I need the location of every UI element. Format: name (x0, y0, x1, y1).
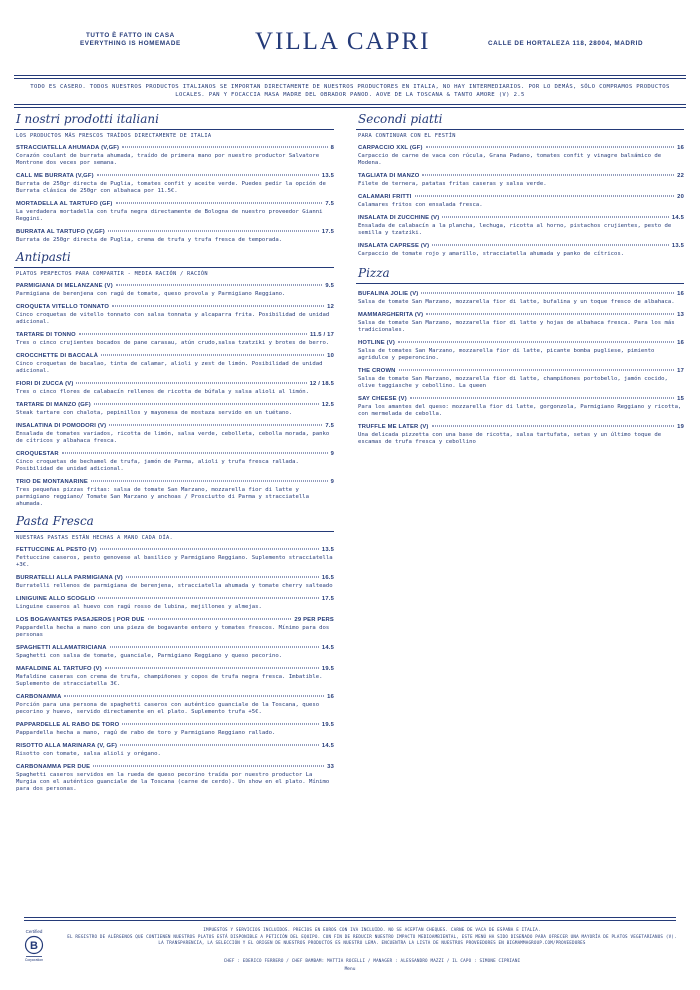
menu-item (358, 145, 684, 167)
menu-item-price: 19 (677, 424, 684, 430)
menu-item-price: 11.5 / 17 (309, 332, 334, 338)
menu-item-description: Burratelli rellenos de parmigiana de berenjena, stracciatella ahumada y tomate cherry salteado (16, 583, 333, 589)
menu-item-name: LOS BOGAVANTES PASAJEROS | POR DUE (16, 617, 145, 623)
menu-item-description: Salsa de tomate San Marzano, mozzarella fior di latte, champiñones portobello, jamón cocido, olive taggiasche y cebollino. La queen (358, 376, 668, 389)
dot-leader (64, 696, 324, 697)
menu-item-name: THE CROWN (358, 368, 396, 374)
restaurant-logo: VILLA CAPRI (255, 28, 431, 55)
menu-item (358, 215, 684, 237)
menu-item (16, 451, 334, 473)
dot-leader (112, 306, 324, 307)
dot-leader (432, 245, 669, 246)
dot-leader (126, 577, 319, 578)
menu-item-price: 15 (677, 396, 684, 402)
dot-leader (415, 196, 675, 197)
menu-item-name: TRUFFLE ME LATER (V) (358, 424, 429, 430)
menu-item-header (16, 304, 334, 311)
menu-item-header (16, 694, 334, 701)
menu-item-price: 12.5 (321, 402, 334, 408)
menu-item-description: Filete de ternera, patatas fritas caseras y salsa verde. (358, 181, 547, 187)
menu-item-description: Ensalada de tomates variados, ricotta de limón, salsa verde, cebolleta, cebolla morada, panko de cítricos y albahaca fresca. (16, 431, 330, 444)
tagline-italian: TUTTO È FATTO IN CASA (85, 32, 175, 39)
left-column (14, 112, 334, 799)
dot-leader (122, 147, 327, 148)
menu-item-header (16, 173, 334, 180)
menu-item-header (358, 312, 684, 319)
dot-leader (91, 481, 328, 482)
dot-leader (98, 598, 319, 599)
menu-item-name: TRIO DE MONTANARINE (16, 479, 88, 485)
menu-item-price: 13.5 (671, 243, 684, 249)
menu-item-description: Risotto con tomate, salsa alioli y orégano. (16, 751, 161, 757)
section-title: Pizza (358, 266, 390, 280)
menu-item (358, 368, 684, 390)
menu-item-description: Cinco croquetas de bechamel de trufa, jamón de Parma, alioli y trufa fresca rallada. Posibilidad de unidad adicional. (16, 459, 299, 472)
bcorp-letter: B (30, 940, 38, 952)
menu-item-price: 17.5 (321, 229, 334, 235)
menu-item-header (16, 229, 334, 236)
menu-item-name: TARTARE DI TONNO (16, 332, 76, 338)
menu-item-description: Carpaccio de carne de vaca con rúcula, Grana Padano, tomates confit y vinagre balsámico de Modena. (358, 153, 662, 166)
menu-item-description: Salsa de tomate San Marzano, mozzarella fior di latte y hojas de albahaca fresca. Para los más tradicionales. (358, 320, 675, 333)
dot-leader (410, 398, 674, 399)
menu-item (358, 312, 684, 334)
menu-item-header (358, 291, 684, 298)
dot-leader (442, 217, 669, 218)
menu-item (16, 381, 334, 396)
dot-leader (426, 147, 675, 148)
menu-item-name: INSALATA DI ZUCCHINE (V) (358, 215, 440, 221)
menu-item-description: Spaghetti caseros servidos en la rueda de queso pecorino traída por nuestro productor La Murgia con el auténtico guanciale de la Toscana (carne de cerdo). Un show en el plato. Mínimo para dos personas. (16, 772, 330, 792)
menu-item-name: CARBONAMMA (16, 694, 62, 700)
menu-item (16, 229, 334, 244)
menu-item (16, 145, 334, 167)
menu-item-header (16, 617, 334, 624)
section-i-nostri-prodotti-italiani (14, 112, 334, 244)
bcorp-icon (20, 928, 48, 964)
menu-item (16, 402, 334, 417)
bcorp-certified-text: Certified (25, 929, 43, 934)
menu-item-price: 13 (677, 312, 684, 318)
section-divider (356, 129, 684, 130)
menu-item-name: MORTADELLA AL TARTUFO (GF) (16, 201, 113, 207)
menu-item-description: Cinco croquetas de bacalao, tinta de calamar, alioli y zest de limón. Posibilidad de unidad adicional. (16, 361, 323, 374)
right-column (356, 112, 684, 452)
menu-item-name: TAGLIATA DI MANZO (358, 173, 420, 179)
dot-leader (108, 231, 319, 232)
menu-item-header (16, 283, 334, 290)
menu-item-price: 13.5 (321, 547, 334, 553)
menu-item-name: CALL ME BURRATA (V,GF) (16, 173, 94, 179)
section-title: Pasta Fresca (16, 514, 94, 528)
menu-item-header (358, 173, 684, 180)
menu-item-header (358, 368, 684, 375)
menu-item-price: 7.5 (325, 201, 334, 207)
section-secondi-piatti (356, 112, 684, 258)
dot-leader (94, 404, 319, 405)
menu-item-name: FIORI DI ZUCCA (V) (16, 381, 74, 387)
menu-item-price: 19.5 (321, 722, 334, 728)
menu-item-price: 16 (677, 340, 684, 346)
section-subtitle: PARA CONTINUAR CON EL FESTÍN (358, 133, 456, 139)
menu-item-name: CROCCHETTE DI BACCALÀ (16, 353, 99, 359)
section-divider (14, 267, 334, 268)
menu-item (16, 423, 334, 445)
section-title: Secondi piatti (358, 112, 443, 126)
dot-leader (398, 342, 674, 343)
menu-item (358, 243, 684, 258)
dot-leader (116, 285, 322, 286)
dot-leader (100, 549, 319, 550)
menu-item-name: CARPACCIO XXL (GF) (358, 145, 423, 151)
menu-item-description: Corazón coulant de burrata ahumada, traído de primera mano por nuestro productor Salvatore Montrone dos veces por semana. (16, 153, 320, 166)
menu-item (16, 617, 334, 639)
menu-item (16, 722, 334, 737)
menu-item (16, 479, 334, 508)
menu-item (358, 340, 684, 362)
menu-item-header (358, 145, 684, 152)
dot-leader (399, 370, 675, 371)
menu-item (16, 173, 334, 195)
menu-item-price: 29 PER PERS (294, 617, 334, 623)
page-label: Menu (344, 967, 356, 972)
menu-item (358, 173, 684, 188)
bcorp-corporation-text: Corporation (24, 958, 44, 962)
tagline-english: EVERYTHING IS HOMEMADE (80, 40, 181, 47)
menu-item-name: BUFALINA JOLIE (V) (358, 291, 419, 297)
menu-item-header (358, 215, 684, 222)
menu-item-header (16, 353, 334, 360)
dot-leader (79, 334, 307, 335)
menu-item (16, 596, 334, 611)
menu-item-name: FETTUCCINE AL PESTO (V) (16, 547, 97, 553)
menu-item-price: 17 (677, 368, 684, 374)
menu-item-price: 14.5 (671, 215, 684, 221)
menu-item-description: Pappardella hecha a mano, ragú de rabo de toro y Parmigiano Reggiano rallado. (16, 730, 276, 736)
menu-item-name: INSALATINA DI POMODORI (V) (16, 423, 107, 429)
menu-item (16, 332, 334, 347)
menu-item-name: BURRATELLI ALLA PARMIGIANA (V) (16, 575, 123, 581)
menu-item-name: PARMIGIANA DI MELANZANE (V) (16, 283, 113, 289)
menu-item-header (16, 596, 334, 603)
menu-item-header (16, 201, 334, 208)
footer-notes (64, 927, 680, 947)
menu-item (16, 304, 334, 326)
menu-item-header (358, 194, 684, 201)
menu-item-name: LINIGUINE ALLO SCOGLIO (16, 596, 96, 602)
menu-item-description: Mafaldine caseras con crema de trufa, champiñones y copos de trufa negra fresca. Imbatible. Suplemento de stracciatella 3€. (16, 674, 323, 687)
menu-item-description: Tres o cinco crujientes bocados de pane carasau, atún crudo,salsa tzatziki y brotes de berro. (16, 340, 330, 346)
section-antipasti (14, 250, 334, 508)
menu-item-price: 33 (327, 764, 334, 770)
menu-item-header (358, 424, 684, 431)
menu-item-description: Burrata de 250gr directa de Puglia, tomates confit y aceite verde. Puedes pedir la opción de Burrata clásica de 250gr con albahaca por 11.5€. (16, 181, 326, 194)
menu-item-header (16, 402, 334, 409)
menu-item-header (16, 547, 334, 554)
menu-item (16, 575, 334, 590)
menu-item-description: Carpaccio de tomate rojo y amarillo, stracciatella ahumada y panko de cítricos. (358, 251, 625, 257)
menu-item-price: 16 (677, 291, 684, 297)
menu-item-header (16, 381, 334, 388)
footer-divider (24, 917, 676, 921)
menu-item-name: MAMMARGHERITA (V) (358, 312, 424, 318)
menu-item-description: Parmigiana de berenjena con ragú de tomate, queso provola y Parmigiano Reggiano. (16, 291, 286, 297)
menu-item-price: 17.5 (321, 596, 334, 602)
menu-item-description: La verdadera mortadella con trufa negra directamente de Bologna de nuestro proveedor Gianni Reggini. (16, 209, 323, 222)
menu-item-price: 16 (677, 145, 684, 151)
footer-allergens-note: EL REGISTRO DE ALÉRGENOS QUE CONTIENEN NUESTROS PLATOS ESTÁ DISPONIBLE A PETICIÓN DEL EQUIPO. CON FIN DE REDUCIR NUESTRO IMPACTO MEDIOAMBIENTAL, ESTE MENÚ HA SIDO DISEÑADO PARA OFRECER UNA MAYORÍA DE PLATOS VEGETARIANOS (V). LA TRANSPARENCIA, LA SELECCIÓN Y EL ORIGEN DE NUESTROS PRODUCTOS ES NUESTRO LEMA. ENCUENTRA LA LISTA DE NUESTROS PROVEEDORES EN BIGMAMMAGROUP.COM/PROVEEDORES (67, 933, 677, 945)
menu-item-name: HOTLINE (V) (358, 340, 395, 346)
menu-item (16, 666, 334, 688)
menu-item-name: MAFALDINE AL TARTUFO (V) (16, 666, 102, 672)
menu-item (16, 764, 334, 793)
menu-item-price: 9 (330, 479, 334, 485)
menu-item-price: 22 (677, 173, 684, 179)
header-divider (14, 75, 686, 79)
section-pasta-fresca (14, 514, 334, 793)
menu-item-name: SAY CHEESE (V) (358, 396, 407, 402)
menu-item-price: 19.5 (321, 666, 334, 672)
menu-item-name: BURRATA AL TARTUFO (V,GF) (16, 229, 105, 235)
menu-item-name: CALAMARI FRITTI (358, 194, 412, 200)
menu-item-description: Fettuccine caseros, pesto genovese al basilico y Parmigiano Reggiano. Suplemento stracciatella +3€. (16, 555, 333, 568)
menu-item-description: Una delicada pizzetta con una base de ricotta, salsa tartufata, setas y un último toque de escamas de trufa fresca y cebollino (358, 432, 662, 445)
dot-leader (62, 453, 328, 454)
dot-leader (122, 724, 319, 725)
menu-item-header (16, 575, 334, 582)
menu-item (358, 291, 684, 306)
menu-item-price: 12 (327, 304, 334, 310)
menu-item-description: Salsa de tomates San Marzano, mozzarella fior di latte, picante bomba pugliese, pimiento agridulce y peperoncino. (358, 348, 655, 361)
menu-item-price: 16 (327, 694, 334, 700)
menu-item-description: Para los amantes del queso: mozzarella fior di latte, gorgonzola, Parmigiano Reggiano y ricotta, con mermelada de cebolla. (358, 404, 682, 417)
section-divider (14, 531, 334, 532)
bcorp-badge (20, 928, 48, 964)
dot-leader (422, 175, 674, 176)
dot-leader (109, 425, 322, 426)
menu-item-description: Steak tartare con chalota, pepinillos y mayonesa de mostaza servido en un tuétano. (16, 410, 293, 416)
dot-leader (432, 426, 675, 427)
section-divider (356, 283, 684, 284)
menu-item (358, 396, 684, 418)
section-pizza (356, 266, 684, 446)
menu-item-header (16, 764, 334, 771)
menu-item-price: 9 (330, 451, 334, 457)
menu-item-description: Calamares fritos con ensalada fresca. (358, 202, 483, 208)
menu-item (358, 424, 684, 446)
menu-item (16, 694, 334, 716)
menu-item-description: Pappardella hecha a mano con una pieza de bogavante entero y tomates frescos. Mínimo para dos personas (16, 625, 330, 638)
menu-item-description: Tres pequeñas pizzas fritas: salsa de tomate San Marzano, mozzarella fior di latte y parmigiano reggiano/ Tomate San Marzano y anchoas / Prosciutto di Parma y stracciatella ahumada. (16, 487, 309, 507)
dot-leader (110, 647, 319, 648)
menu-item (16, 743, 334, 758)
menu-item-header (358, 340, 684, 347)
homemade-tagline (80, 32, 181, 48)
dot-leader (76, 383, 306, 384)
menu-item-price: 12 / 18.5 (309, 381, 334, 387)
dot-leader (93, 766, 324, 767)
menu-item (16, 547, 334, 569)
menu-item-price: 8 (330, 145, 334, 151)
menu-item-description: Porción para una persona de spaghetti caseros con auténtico guanciale de la Toscana, queso pecorino y huevo, servido directamente en el plato. Suplemento trufa +5€. (16, 702, 320, 715)
menu-header (0, 0, 700, 80)
menu-item-description: Ensalada de calabacín a la plancha, lechuga, ricotta al horno, pistachos crujientes, pesto de semilla y tzatziki. (358, 223, 672, 236)
intro-divider (14, 104, 686, 108)
footer-taxes-note: IMPUESTOS Y SERVICIOS INCLUIDOS. PRECIOS EN EUROS CON IVA INCLUIDO. NO SE ACEPTAN CHEQUES. CARNE DE VACA DE ESPAÑA E ITALIA. (203, 927, 541, 932)
menu-item (358, 194, 684, 209)
menu-item-header (16, 479, 334, 486)
menu-item-name: PAPPARDELLE AL RABO DE TORO (16, 722, 120, 728)
menu-item-header (16, 451, 334, 458)
menu-item-header (16, 145, 334, 152)
menu-item-header (358, 243, 684, 250)
menu-item-description: Salsa de tomate San Marzano, mozzarella fior di latte, bufalina y un toque fresco de albahaca. (358, 299, 675, 305)
menu-item-name: RISOTTO ALLA MARINARA (V, GF) (16, 743, 118, 749)
dot-leader (97, 175, 319, 176)
section-subtitle: PLATOS PERFECTOS PARA COMPARTIR - MEDIA RACIÓN / RACIÓN (16, 271, 208, 277)
menu-item (16, 645, 334, 660)
menu-item-description: Linguine caseros al huevo con ragú rosso de lubina, mejillones y almejas. (16, 604, 262, 610)
menu-item (16, 283, 334, 298)
menu-item-price: 20 (677, 194, 684, 200)
menu-item-description: Cinco croquetas de vitello tonnato con salsa tonnata y alcaparra frita. Posibilidad de unidad adicional. (16, 312, 330, 325)
menu-item-header (16, 645, 334, 652)
menu-item-price: 10 (327, 353, 334, 359)
menu-item-name: INSALATA CAPRESE (V) (358, 243, 430, 249)
menu-item-header (358, 396, 684, 403)
dot-leader (120, 745, 319, 746)
menu-item-price: 7.5 (325, 423, 334, 429)
dot-leader (421, 293, 674, 294)
dot-leader (426, 314, 674, 315)
menu-item-header (16, 722, 334, 729)
menu-item (16, 353, 334, 375)
menu-item-name: CARBONAMMA PER DUE (16, 764, 91, 770)
menu-item-name: CROQUETA VITELLO TONNATO (16, 304, 110, 310)
restaurant-address: CALLE DE HORTALEZA 118, 28004, MADRID (488, 40, 644, 47)
menu-item-price: 16.5 (321, 575, 334, 581)
menu-item-description: Tres o cinco flores de calabacín rellenos de ricotta de búfala y salsa alioli al limón. (16, 389, 309, 395)
intro-text: TODO ES CASERO. TODOS NUESTROS PRODUCTOS ITALIANOS SE IMPORTAN DIRECTAMENTE DE NUESTROS PRODUCTORES EN ITALIA, NO HAY INTERMEDIARIOS. POR LO DEMÁS, SÓLO COMPRAMOS PRODUCTOS LOCALES. PAN Y FOCACCIA MASA MADRE DEL OBRADOR PANOD. AOVE DE LA TOSCANA & TANTO AMORE (V) 2.5 (30, 84, 670, 99)
menu-item-header (16, 666, 334, 673)
section-title: I nostri prodotti italiani (16, 112, 159, 126)
menu-item-description: Spaghetti con salsa de tomate, guanciale, Parmigiano Reggiano y queso pecorino. (16, 653, 283, 659)
section-title: Antipasti (16, 250, 71, 264)
dot-leader (101, 355, 324, 356)
dot-leader (105, 668, 319, 669)
menu-item-name: STRACCIATELLA AHUMADA (V,GF) (16, 145, 120, 151)
section-subtitle: NUESTRAS PASTAS ESTÁN HECHAS A MANO CADA DÍA. (16, 535, 174, 541)
menu-item-name: SPAGHETTI ALLAMATRICIANA (16, 645, 107, 651)
menu-item-price: 14.5 (321, 645, 334, 651)
menu-item-header (16, 423, 334, 430)
footer-credits: CHEF : EDERICO FERRERO / CHEF BAMBAM: MATTIA ROCELLI / MANAGER : ALESSANDRO MAZZI / IL CAPO : SIMONE CIPRIANI (223, 958, 521, 963)
section-divider (14, 129, 334, 130)
section-subtitle: LOS PRODUCTOS MÁS FRESCOS TRAÍDOS DIRECTAMENTE DE ITALIA (16, 133, 212, 139)
menu-item-price: 9.5 (325, 283, 334, 289)
menu-item-name: CROQUESTAR (16, 451, 59, 457)
dot-leader (148, 619, 292, 620)
menu-item-price: 13.5 (321, 173, 334, 179)
menu-item-description: Burrata de 250gr directa de Puglia, crema de trufa y trufa fresca de temporada. (16, 237, 283, 243)
menu-item-header (16, 332, 334, 339)
menu-item-name: TARTARE DI MANZO (GF) (16, 402, 91, 408)
dot-leader (116, 203, 323, 204)
menu-item (16, 201, 334, 223)
menu-item-price: 14.5 (321, 743, 334, 749)
menu-item-header (16, 743, 334, 750)
